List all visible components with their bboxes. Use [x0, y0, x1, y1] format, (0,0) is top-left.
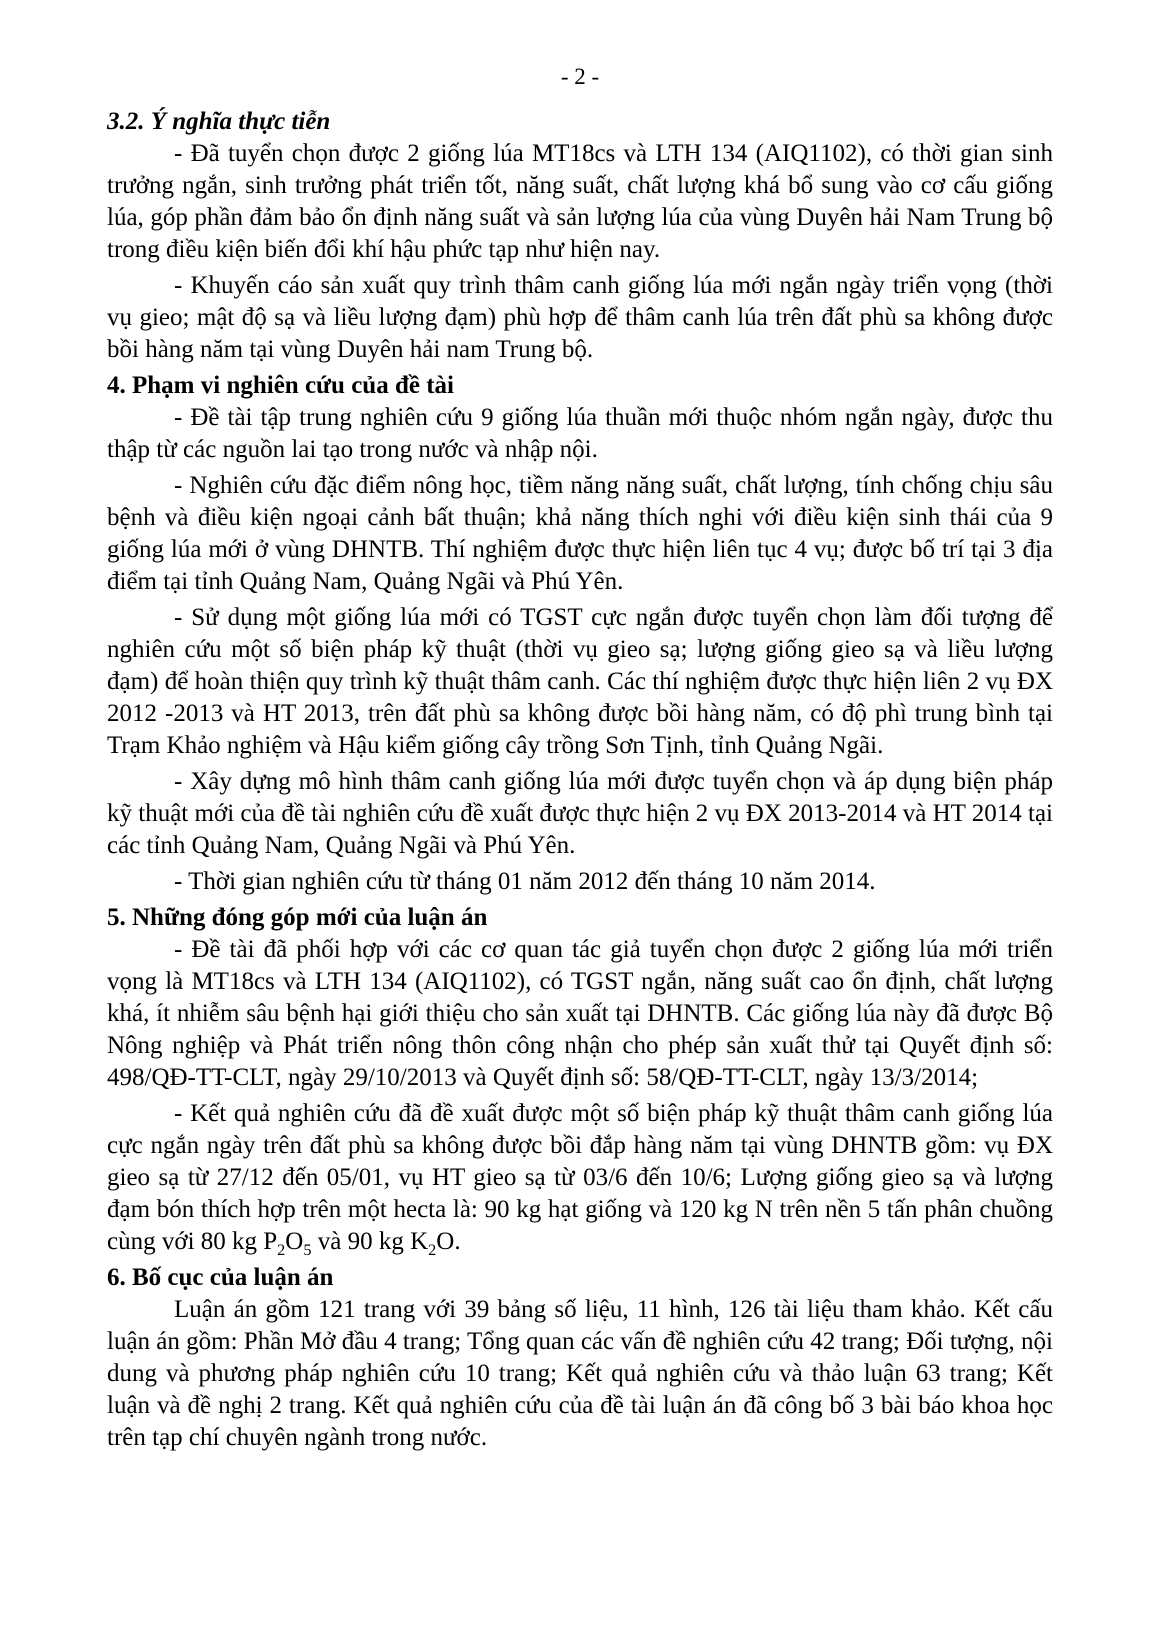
section-heading-6: 6. Bố cục của luận án	[107, 1264, 334, 1291]
paragraph: - Đã tuyển chọn được 2 giống lúa MT18cs và LTH 134 (AIQ1102), có thời gian sinh trưởng ngắn, sinh trưởng phát triển tốt, năng suất, chất lượng khá bổ sung vào cơ cấu giống lúa, góp phần đảm bảo ổn định năng suất và sản lượng lúa của vùng Duyên hải Nam Trung bộ trong điều kiện biến đổi khí hậu phức tạp như hiện nay.	[107, 140, 1053, 263]
paragraph-with-formulas	[107, 1098, 1053, 1258]
subscript: 2	[277, 1241, 286, 1259]
subscript: 5	[303, 1241, 312, 1259]
formula-text: O.	[436, 1228, 461, 1255]
paragraph: - Sử dụng một giống lúa mới có TGST cực ngắn được tuyển chọn làm đối tượng để nghiên cứu một số biện pháp kỹ thuật (thời vụ gieo sạ; lượng giống gieo sạ và liều lượng đạm) để hoàn thiện quy trình kỹ thuật thâm canh. Các thí nghiệm được thực hiện liên 2 vụ ĐX 2012 -2013 và HT 2013, trên đất phù sa không được bồi hàng năm, có độ phì trung bình tại Trạm Khảo nghiệm và Hậu kiểm giống cây trồng Sơn Tịnh, tỉnh Quảng Ngãi.	[107, 604, 1053, 759]
formula-text: và 90 kg K	[311, 1228, 429, 1255]
paragraph: - Đề tài tập trung nghiên cứu 9 giống lúa thuần mới thuộc nhóm ngắn ngày, được thu thập từ các nguồn lai tạo trong nước và nhập nội.	[107, 404, 1053, 463]
paragraph: - Thời gian nghiên cứu từ tháng 01 năm 2012 đến tháng 10 năm 2014.	[174, 868, 876, 895]
section-heading-3-2: 3.2. Ý nghĩa thực tiễn	[107, 108, 331, 135]
section-heading-4: 4. Phạm vi nghiên cứu của đề tài	[107, 372, 454, 399]
paragraph: - Đề tài đã phối hợp với các cơ quan tác giả tuyển chọn được 2 giống lúa mới triển vọng là MT18cs và LTH 134 (AIQ1102), có TGST ngắn, năng suất cao ổn định, chất lượng khá, ít nhiễm sâu bệnh hại giới thiệu cho sản xuất tại DHNTB. Các giống lúa này đã được Bộ Nông nghiệp và Phát triển nông thôn công nhận cho phép sản xuất thử tại Quyết định số: 498/QĐ-TT-CLT, ngày 29/10/2013 và Quyết định số: 58/QĐ-TT-CLT, ngày 13/3/2014;	[107, 936, 1053, 1091]
paragraph: Luận án gồm 121 trang với 39 bảng số liệu, 11 hình, 126 tài liệu tham khảo. Kết cấu luận án gồm: Phần Mở đầu 4 trang; Tổng quan các vấn đề nghiên cứu 42 trang; Đối tượng, nội dung và phương pháp nghiên cứu 10 trang; Kết quả nghiên cứu và thảo luận 63 trang; Kết luận và đề nghị 2 trang. Kết quả nghiên cứu của đề tài luận án đã công bố 3 bài báo khoa học trên tạp chí chuyên ngành trong nước.	[107, 1296, 1053, 1451]
paragraph: - Xây dựng mô hình thâm canh giống lúa mới được tuyển chọn và áp dụng biện pháp kỹ thuật mới của đề tài nghiên cứu đề xuất được thực hiện 2 vụ ĐX 2013-2014 và HT 2014 tại các tỉnh Quảng Nam, Quảng Ngãi và Phú Yên.	[107, 768, 1053, 859]
page-number: - 2 -	[560, 64, 600, 89]
paragraph: - Nghiên cứu đặc điểm nông học, tiềm năng năng suất, chất lượng, tính chống chịu sâu bệnh và điều kiện ngoại cảnh bất thuận; khả năng thích nghi với điều kiện sinh thái của 9 giống lúa mới ở vùng DHNTB. Thí nghiệm được thực hiện liên tục 4 vụ; được bố trí tại 3 địa điểm tại tỉnh Quảng Nam, Quảng Ngãi và Phú Yên.	[107, 472, 1053, 595]
document-page	[107, 62, 1053, 1458]
subscript: 2	[428, 1241, 437, 1259]
paragraph: - Khuyến cáo sản xuất quy trình thâm canh giống lúa mới ngắn ngày triển vọng (thời vụ gieo; mật độ sạ và liều lượng đạm) phù hợp để thâm canh lúa trên đất phù sa không được bồi hàng năm tại vùng Duyên hải nam Trung bộ.	[107, 272, 1053, 363]
paragraph-text: - Kết quả nghiên cứu đã đề xuất được một số biện pháp kỹ thuật thâm canh giống lúa cực ngắn ngày trên đất phù sa không được bồi đắp hàng năm tại vùng DHNTB gồm: vụ ĐX gieo sạ từ 27/12 đến 05/01, vụ HT gieo sạ từ 03/6 đến 10/6; Lượng giống gieo sạ và lượng đạm bón thích hợp trên một hecta là: 90 kg hạt giống và 120 kg N trên nền 5 tấn phân chuồng cùng với 80 kg P	[107, 1100, 1053, 1255]
section-heading-5: 5. Những đóng góp mới của luận án	[107, 904, 488, 931]
formula-text: O	[285, 1228, 304, 1255]
